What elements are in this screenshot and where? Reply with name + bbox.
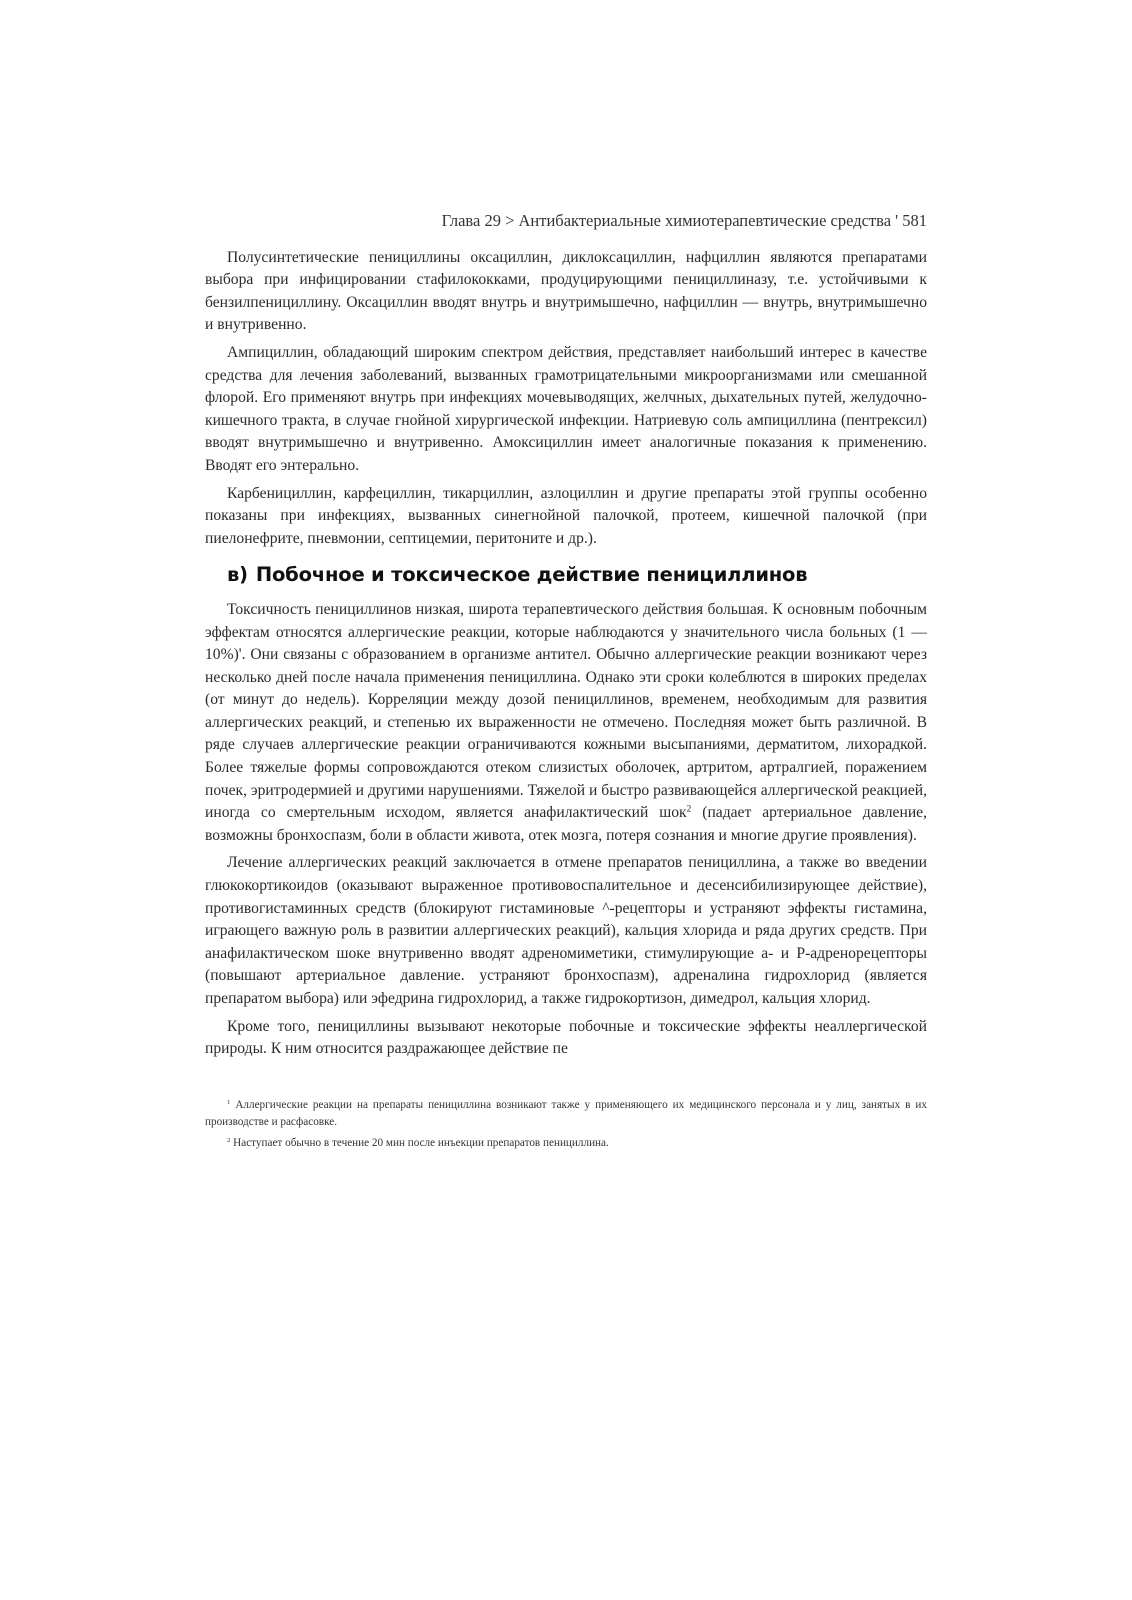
paragraph-semisynthetic-penicillins: Полусинтетические пенициллины оксациллин, диклоксациллин, нафциллин являются препаратами выбора при инфицировании стафилококками, продуцирующими пенициллиназу, т.е. устойчивыми к бензилпенициллину. Оксациллин вводят внутрь и внутримышечно, нафциллин — внутрь, внутримышечно и внутривенно.	[205, 248, 927, 334]
book-page	[205, 210, 927, 1156]
paragraph-toxicity	[205, 599, 927, 848]
footnote-2-text: Наступает обычно в течение 20 мин после инъекции препаратов пенициллина.	[233, 1136, 609, 1149]
footnote-2-marker: 2	[227, 1136, 231, 1144]
paragraph-ampicillin: Ампициллин, обладающий широким спектром действия, представляет наибольший интерес в качестве средства для лечения заболеваний, вызванных грамотрицательными микроорганизмами или смешанной флорой. Его применяют внутрь при инфекциях мочевыводящих, желчных, дыхательных путей, желудочно-кишечного тракта, в случае гнойной хирургической инфекции. Натриевую соль ампициллина (пентрексил) вводят внутримышечно и внутривенно. Амоксициллин имеет аналогичные показания к применению. Вводят его энтерально.	[205, 343, 927, 474]
running-head: Глава 29 > Антибактериальные химиотерапевтические средства ' 581	[441, 211, 927, 230]
section-heading	[227, 564, 927, 587]
section-heading-marker: в)	[227, 563, 248, 587]
paragraph-nonallergic-effects: Кроме того, пенициллины вызывают некоторые побочные и токсические эффекты неаллергической природы. К ним относится раздражающее действие пе	[205, 1017, 927, 1058]
footnote-1-text: Аллергические реакции на препараты пенициллина возникают также у применяющего их медицинского персонала и у лиц, занятых в их производстве и расфасовке.	[205, 1098, 927, 1128]
paragraph-carbenicillin: Карбенициллин, карфециллин, тикарциллин, азлоциллин и другие препараты этой группы особенно показаны при инфекциях, вызванных синегнойной палочкой, протеем, кишечной палочкой (при пиелонефрите, пневмонии, септицемии, перитоните и др.).	[205, 484, 927, 547]
footnote-2	[205, 1135, 927, 1152]
paragraph-allergy-treatment: Лечение аллергических реакций заключается в отмене препаратов пенициллина, а также во введении глюкокортикоидов (оказывают выраженное противовоспалительное и десенсибилизирующее действие), противогистаминных средств (блокируют гистаминовые ^-рецепторы и устраняют эффекты гистамина, играющего важную роль в развитии аллергических реакций), кальция хлорида и ряда других средств. При анафилактическом шоке внутривенно вводят адреномиметики, стимулирующие а- и Р-адренорецепторы (повышают артериальное давление. устраняют бронхоспазм), адреналина гидрохлорид (является препаратом выбора) или эфедрина гидрохлорид, а также гидрокортизон, димедрол, кальция хлорид.	[205, 854, 927, 1007]
footnote-ref-2: 2	[686, 804, 692, 815]
footnote-1	[205, 1097, 927, 1131]
section-heading-title: Побочное и токсическое действие пенициллинов	[255, 563, 808, 587]
footnote-1-marker: 1	[227, 1098, 231, 1106]
paragraph-toxicity-part1: Токсичность пенициллинов низкая, широта терапевтического действия большая. К основным побочным эффектам относятся аллергические реакции, которые наблюдаются у значительного числа больных (1 — 10%)'. Они связаны с образованием в организме антител. Обычно аллергические реакции возникают через несколько дней после начала применения пенициллина. Однако эти сроки колеблются в широких пределах (от минут до недель). Корреляции между дозой пенициллинов, временем, необходимым для развития аллергических реакций, и степенью их выраженности не отмечено. Последняя может быть различной. В ряде случаев аллергические реакции ограничиваются кожными высыпаниями, дерматитом, лихорадкой. Более тяжелые формы сопровождаются отеком слизистых оболочек, артритом, артралгией, поражением почек, эритродермией и другими нарушениями. Тяжелой и быстро развивающейся аллергической реакцией, иногда со смертельным исходом, является анафилактический шок	[205, 600, 927, 822]
footnotes	[205, 1097, 927, 1152]
paragraph-toxicity-part2: (падает артериальное давление, возможны бронхоспазм, боли в области живота, отек мозга, потеря сознания и многие другие проявления).	[205, 804, 927, 844]
